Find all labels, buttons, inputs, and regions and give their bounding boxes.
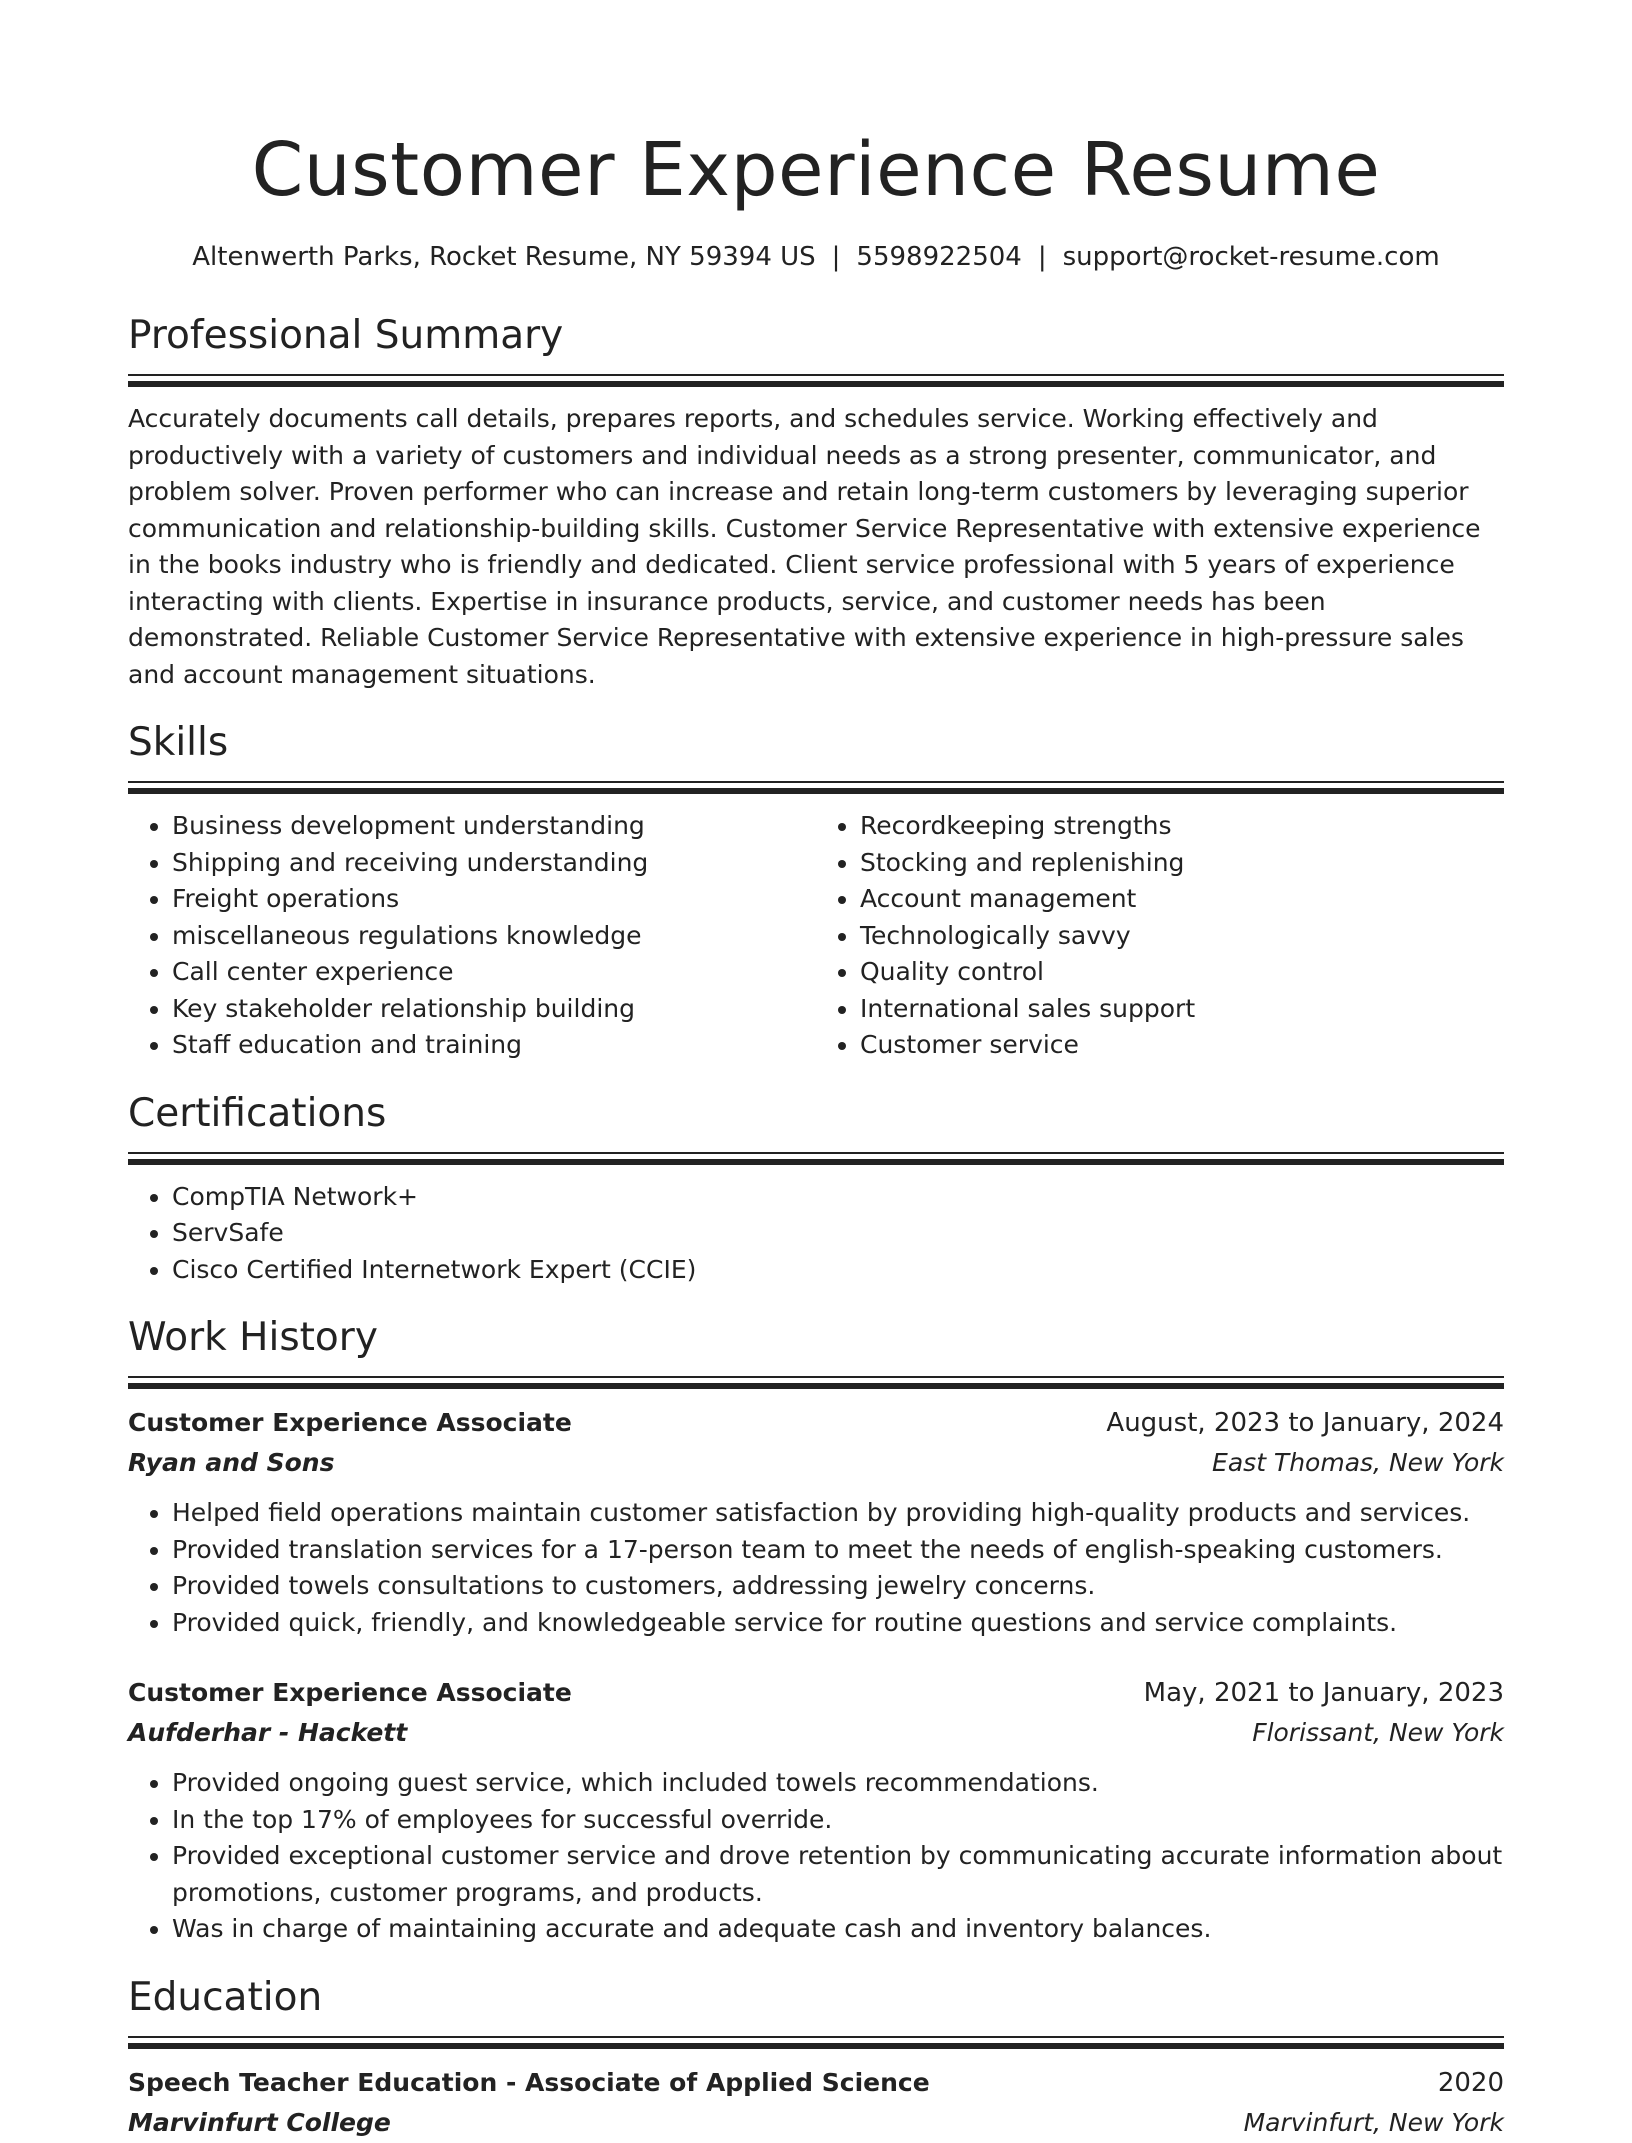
job-bullet: • Provided towels consultations to customers, addressing jewelry concerns. <box>172 1568 1504 1605</box>
education-section <box>128 1974 1504 2143</box>
section-divider <box>128 781 1504 794</box>
skills-list-left <box>128 808 816 1064</box>
job-location: Florissant, New York <box>1252 1718 1504 1747</box>
summary-text: Accurately documents call details, prepares reports, and schedules service. Working effectively and productively with a variety of customers and individual needs as a strong presenter, communicator, and problem solver. Proven performer who can increase and retain long-term customers by leveraging superior communication and relationship-building skills. Customer Service Representative with extensive experience in the books industry who is friendly and dedicated. Client service professional with 5 years of experience interacting with clients. Expertise in insurance products, service, and customer needs has been demonstrated. Reliable Customer Service Representative with extensive experience in high-pressure sales and account management situations. <box>128 404 1481 689</box>
skill-item: • Call center experience <box>172 954 816 991</box>
education-year: 2020 <box>1437 2067 1504 2098</box>
certification-item: • CompTIA Network+ <box>172 1179 1504 1216</box>
job-dates: August, 2023 to January, 2024 <box>1106 1408 1504 1438</box>
section-divider <box>128 1376 1504 1389</box>
skill-item: • International sales support <box>860 991 1504 1028</box>
job-company-row <box>128 1713 1504 1753</box>
skill-item: • Business development understanding <box>172 808 816 845</box>
contact-separator: | <box>831 242 841 272</box>
skill-item: • Recordkeeping strengths <box>860 808 1504 845</box>
contact-separator: | <box>1037 242 1047 272</box>
job-bullets <box>128 1495 1504 1641</box>
certifications-heading: Certifications <box>128 1090 387 1136</box>
skill-item: • miscellaneous regulations knowledge <box>172 918 816 955</box>
skill-item: • Staff education and training <box>172 1027 816 1064</box>
skills-section <box>128 719 1504 1064</box>
job-bullet: • Provided quick, friendly, and knowledgeable service for routine questions and service complaints. <box>172 1605 1504 1642</box>
job-entry <box>128 1673 1504 1948</box>
education-header-row <box>128 2063 1504 2103</box>
education-school-row <box>128 2103 1504 2143</box>
skill-item: • Stocking and replenishing <box>860 845 1504 882</box>
job-header-row <box>128 1673 1504 1713</box>
certifications-section <box>128 1090 1504 1289</box>
skill-item: • Freight operations <box>172 881 816 918</box>
education-school: Marvinfurt College <box>128 2107 391 2137</box>
job-bullet: • Provided translation services for a 17-person team to meet the needs of english-speaking customers. <box>172 1532 1504 1569</box>
resume-title: Customer Experience Resume <box>251 127 1381 213</box>
summary-heading: Professional Summary <box>128 313 564 358</box>
skill-item: • Customer service <box>860 1027 1504 1064</box>
contact-email: support@rocket-resume.com <box>1062 242 1440 272</box>
job-company: Aufderhar - Hackett <box>128 1718 408 1747</box>
section-divider <box>128 1152 1504 1165</box>
job-bullet: • Was in charge of maintaining accurate and adequate cash and inventory balances. <box>172 1911 1504 1948</box>
resume-page <box>128 0 1504 2143</box>
summary-section <box>128 312 1504 693</box>
certification-item: • Cisco Certified Internetwork Expert (CCIE) <box>172 1252 1504 1289</box>
job-entry <box>128 1403 1504 1641</box>
skill-item: • Key stakeholder relationship building <box>172 991 816 1028</box>
section-divider <box>128 2036 1504 2049</box>
skill-item: • Shipping and receiving understanding <box>172 845 816 882</box>
skill-item: • Technologically savvy <box>860 918 1504 955</box>
skill-item: • Account management <box>860 881 1504 918</box>
job-header-row <box>128 1403 1504 1443</box>
contact-phone: 5598922504 <box>856 242 1022 272</box>
skill-item: • Quality control <box>860 954 1504 991</box>
skills-heading: Skills <box>128 720 229 765</box>
contact-address: Altenwerth Parks, Rocket Resume, NY 59394 US <box>192 242 816 272</box>
job-bullet: • Provided ongoing guest service, which included towels recommendations. <box>172 1765 1504 1802</box>
job-bullet: • Provided exceptional customer service and drove retention by communicating accurate information about promotions, customer programs, and products. <box>172 1838 1504 1911</box>
job-location: East Thomas, New York <box>1212 1448 1504 1477</box>
job-title: Customer Experience Associate <box>128 1678 572 1707</box>
skills-columns <box>128 808 1504 1064</box>
job-company-row <box>128 1443 1504 1483</box>
job-title: Customer Experience Associate <box>128 1408 572 1437</box>
certifications-list <box>128 1179 1504 1289</box>
work-history-section <box>128 1314 1504 1948</box>
job-dates: May, 2021 to January, 2023 <box>1143 1678 1504 1708</box>
education-location: Marvinfurt, New York <box>1243 2107 1504 2137</box>
certification-item: • ServSafe <box>172 1215 1504 1252</box>
job-bullets <box>128 1765 1504 1948</box>
job-bullet: • Helped field operations maintain customer satisfaction by providing high-quality products and services. <box>172 1495 1504 1532</box>
job-company: Ryan and Sons <box>128 1448 335 1477</box>
section-divider <box>128 374 1504 387</box>
skills-list-right <box>816 808 1504 1064</box>
job-bullet: • In the top 17% of employees for successful override. <box>172 1802 1504 1839</box>
work-history-heading: Work History <box>128 1315 378 1360</box>
education-degree: Speech Teacher Education - Associate of Applied Science <box>128 2067 930 2097</box>
education-entry <box>128 2063 1504 2143</box>
contact-line <box>128 240 1504 274</box>
education-heading: Education <box>128 1974 323 2020</box>
